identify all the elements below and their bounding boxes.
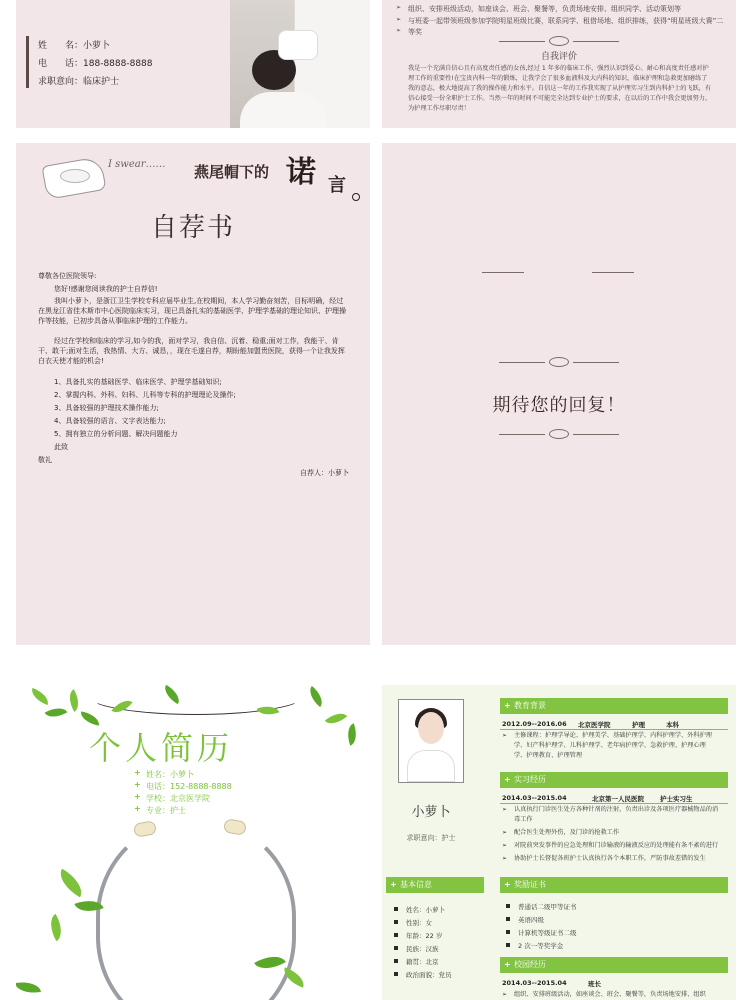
- resume-major: + 专业：护士: [146, 805, 186, 816]
- resume-cover-green: [16, 685, 370, 1000]
- profile-intent: 求职意向：护士: [406, 834, 456, 842]
- section-rule: [500, 729, 728, 730]
- campus-bullet: ➢ 组织、安排班级活动，如座谈会、班会、聚餐等，负责场地安排、组织同学、活动策划等: [408, 4, 681, 14]
- nurse-cap-icon: [44, 153, 106, 195]
- section-header-awards: + 奖励证书: [500, 877, 728, 893]
- intent-label: 求职意向：: [38, 77, 84, 87]
- nurse-shoulder: [240, 92, 326, 128]
- leaf-decoration: [54, 869, 88, 898]
- award-item: 计算机等级证书二级: [506, 928, 577, 937]
- cover-letter-card: [16, 143, 370, 645]
- nurse-cap: [278, 30, 318, 60]
- phone-row: [38, 56, 153, 69]
- stethoscope-graphic: [96, 817, 296, 1000]
- eval-title: 自我评价: [540, 52, 577, 62]
- intern-hospital: 北京第一人民医院: [592, 795, 644, 803]
- letter-para: 经过在学校和临床的学习,如今的我，面对学习，我自信、沉着、稳重;面对工作，我能干、肯干、敢干;面对生活，我热情、大方、诚恳，，现在毛遂自荐，期盼能加盟贵医院，获得一个让我发挥白衣天使才能的机会!: [38, 337, 345, 365]
- basic-item: 籍贯：北京: [394, 957, 439, 966]
- resume-name: + 姓名：小萝卜: [146, 769, 194, 780]
- section-header-education: + 教育背景: [500, 698, 728, 714]
- award-item: 普通话二级甲等证书: [506, 902, 577, 911]
- intern-item: ➢ 协助护士长督促各班护士认真执行各个本职工作，严防事故差错的发生: [502, 854, 724, 864]
- divider-ornament: [499, 429, 619, 439]
- profile-photo: [398, 699, 464, 783]
- leaf-decoration: [64, 689, 84, 712]
- campus-period: 2014.03--2015.04: [502, 979, 567, 987]
- slogan-big1: 诺: [286, 155, 316, 190]
- basic-item: 政治面貌：党员: [394, 970, 452, 979]
- intern-period: 2014.03--2015.04: [502, 794, 567, 802]
- letter-item: 5、拥有独立的分析问题、解决问题能力: [54, 430, 178, 438]
- closing-line: 此致: [54, 443, 68, 451]
- resume-phone: + 电话：152-8888-8888: [146, 781, 232, 792]
- resume-cover-card: [16, 0, 370, 128]
- letter-item: 3、具备较强的护理技术操作能力;: [54, 404, 159, 412]
- campus-bullet-cont: [408, 27, 422, 37]
- greeting: 尊敬各位医院领导:: [38, 272, 97, 280]
- leaf-decoration: [44, 914, 67, 941]
- award-item: 英语四级: [506, 915, 544, 924]
- leaf-decoration: [16, 979, 41, 996]
- signature: 自荐人：小萝卜: [300, 469, 349, 477]
- leaf-decoration: [343, 723, 360, 746]
- campus-item: ➢ 组织、安排班级活动，如座谈会、班会、聚餐等，负责场地安排、组织: [502, 990, 730, 1000]
- short-line: [592, 272, 634, 273]
- section-header-internship: + 实习经历: [500, 772, 728, 788]
- letter-title: 自荐书: [150, 213, 235, 243]
- phone-label: 电 话：: [38, 59, 84, 69]
- nurse-photo: [230, 0, 370, 128]
- short-line: [482, 272, 524, 273]
- slogan-dot: [352, 193, 360, 201]
- name-value: 小萝卜: [83, 41, 111, 51]
- slogan-big2: 言: [328, 175, 346, 196]
- slogan-small: 燕尾帽下的: [194, 163, 270, 181]
- letter-item: 4、具备较强的语言、文字表达能力;: [54, 417, 166, 425]
- intern-role: 护士实习生: [660, 795, 693, 803]
- resume-detail-card: [382, 685, 736, 1000]
- edu-courses: ➢ 主修课程：护理学导论、护理美学、基础护理学、内科护理学、外科护理学、妇产科护理学、儿科护理学、老年病护理学、急救护理、护理心理学、护理教育、护理管理: [502, 731, 712, 761]
- basic-item: 性别：女: [394, 918, 432, 927]
- accent-bar: [26, 36, 29, 88]
- letter-item: 2、掌握内科、外科、妇科、儿科等专科的护理理论及操作;: [54, 391, 236, 399]
- closing-line: 敬礼: [38, 456, 52, 464]
- edu-period: 2012.09--2016.06: [502, 720, 567, 728]
- intern-item: ➢ 认真执行门诊医生处方各种针剂的注射，负责出诊及各项医疗器械物品的消毒工作: [502, 805, 724, 825]
- divider-ornament: [499, 36, 619, 46]
- name-row: [38, 38, 110, 51]
- resume-school: + 学校：北京医学院: [146, 793, 210, 804]
- eval-text: 我是一个充满自信心且有高度责任感的女孩,经过 1 年多的临床工作，强烈认识到爱心、耐心和高度责任感对护理工作的重要性!在宝贵内科一年的锻炼，让我学会了很多血液科及大内科的知识，临床护理和急救更加磨练了我的意志，极大地提高了我的操作能力和水平。自信这一年的工作我实现了从护理实习生到内科护士的飞跃，有信心接受一份全职护士工作。当然一年的时间不可能完全达到专业护士的要求，在以后的工作中我会更加努力，为护理工作尽职尽责！: [408, 65, 712, 112]
- section-header-basic: + 基本信息: [386, 877, 484, 893]
- name-label: 姓 名：: [38, 41, 84, 51]
- letter-para: 我叫小萝卜，是浙江卫生学校专科应届毕业生,在校期间，本人学习勤奋刻苦，目标明确，经过在黑龙江省佳木斯市中心医院临床实习，现已具备扎实的基础医学、护理学基础的理论知识、护理操作等技能，已初步具备从事临床护理的工作能力。: [38, 297, 346, 325]
- leaf-decoration: [325, 708, 347, 729]
- award-item: 2 次一等奖学金: [506, 941, 563, 950]
- basic-item: 民族：汉族: [394, 944, 439, 953]
- section-header-campus: + 校园经历: [500, 957, 728, 973]
- phone-value: 188-8888-8888: [83, 59, 153, 69]
- section-rule: [500, 803, 728, 804]
- letter-line: 您好!感谢您阅读我的护士自荐信!: [54, 285, 158, 293]
- thanks-card: [382, 143, 736, 645]
- edu-major: 护理: [632, 721, 645, 729]
- leaf-decoration: [29, 688, 52, 705]
- self-evaluation-card: [382, 0, 736, 128]
- campus-role: 班长: [588, 980, 601, 988]
- divider-ornament: [499, 357, 619, 367]
- intent-value: 临床护士: [83, 77, 120, 87]
- basic-item: 年龄：22 岁: [394, 931, 442, 940]
- edu-degree: 本科: [666, 721, 679, 729]
- campus-bullet: ➢ 与班委一起带领班级参加学院明星班级比赛，联系同学、租借场地、组织排练，获得“明星班级大赛”二: [408, 16, 723, 26]
- leaf-decoration: [45, 703, 68, 723]
- basic-item: 姓名：小萝卜: [394, 905, 445, 914]
- campus-bullet-text: 等奖: [408, 28, 422, 36]
- hat-caption: I swear……: [108, 159, 166, 170]
- intern-item: ➢ 配合医生处理外伤，及门诊的抢救工作: [502, 828, 724, 838]
- profile-name: 小萝卜: [411, 805, 451, 820]
- intent-row: [38, 74, 119, 87]
- intern-item: ➢ 对院前突发事件的应急处理和门诊输液的输液反应的处理能有条不紊的进行: [502, 841, 724, 851]
- edu-school: 北京医学院: [578, 721, 611, 729]
- thanks-text: 期待您的回复！: [492, 395, 626, 416]
- letter-item: 1、具备扎实的基础医学、临床医学、护理学基础知识;: [54, 378, 222, 386]
- resume-title: 个人简历: [88, 729, 233, 767]
- leaf-decoration: [305, 686, 327, 707]
